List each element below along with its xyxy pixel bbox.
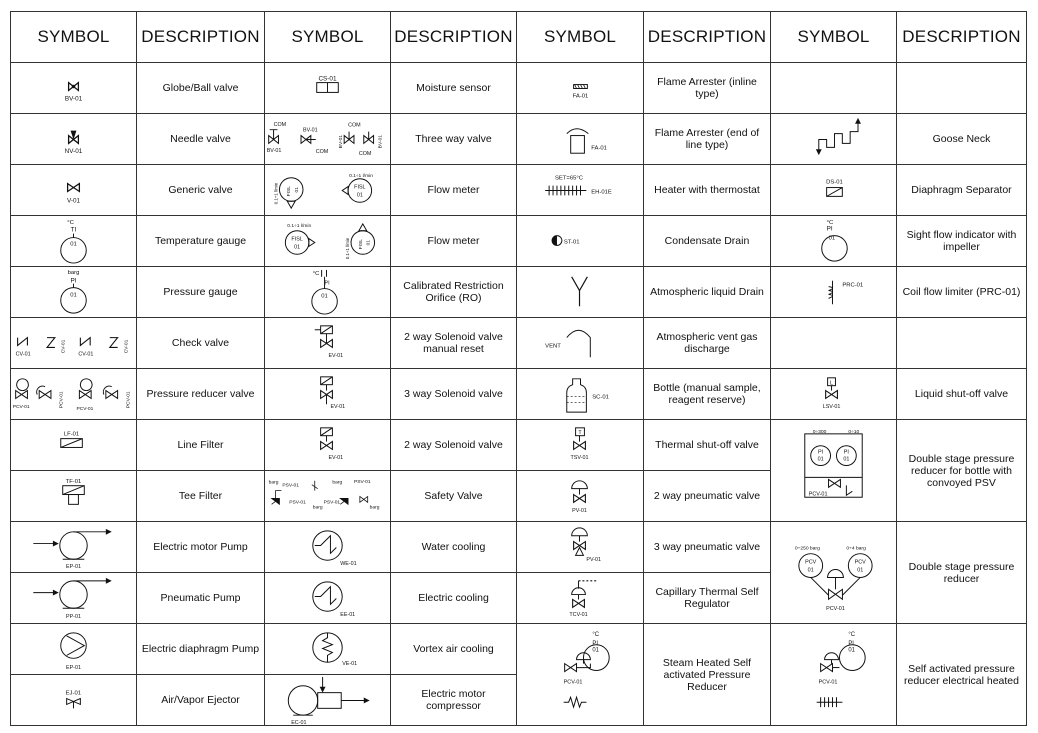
flame-arrester-inline-icon xyxy=(517,63,643,113)
diaphragm-separator-icon xyxy=(771,165,896,215)
svg-text:01: 01 xyxy=(356,192,363,199)
table-row xyxy=(11,114,1027,165)
water-cooling-icon xyxy=(265,522,390,572)
description-cell: 3 way pneumatic valve xyxy=(644,522,771,573)
description-cell: Thermal shut-off valve xyxy=(644,420,771,471)
bottle-icon xyxy=(517,369,643,419)
description-cell: Pressure reducer valve xyxy=(137,369,265,420)
svg-text:PSV-01: PSV-01 xyxy=(323,500,341,506)
symbol-cell xyxy=(517,63,644,114)
electric-motor-pump-icon xyxy=(11,522,136,572)
svg-text:01: 01 xyxy=(321,293,328,300)
svg-text:01: 01 xyxy=(857,567,864,574)
svg-text:EC-01: EC-01 xyxy=(291,720,307,725)
svg-text:0÷4 barg: 0÷4 barg xyxy=(846,546,866,552)
electric-heated-pressure-reducer-icon xyxy=(771,624,896,725)
svg-text:PCV-01: PCV-01 xyxy=(826,606,845,613)
svg-text:PI: PI xyxy=(848,640,854,647)
svg-text:EV-01: EV-01 xyxy=(330,404,346,411)
symbol-cell xyxy=(771,624,897,726)
svg-text:01: 01 xyxy=(294,244,301,251)
three-way-solenoid-valve-icon xyxy=(265,369,390,419)
description-cell: Electric motor Pump xyxy=(137,522,265,573)
symbol-cell xyxy=(771,165,897,216)
svg-text:PCV-01: PCV-01 xyxy=(59,391,65,409)
double-stage-reducer-psv-icon xyxy=(771,420,896,521)
description-cell: Pressure gauge xyxy=(137,267,265,318)
description-cell: 3 way Solenoid valve xyxy=(391,369,517,420)
header-description: DESCRIPTION xyxy=(137,12,265,63)
svg-text:LSV-01: LSV-01 xyxy=(822,404,841,411)
description-cell: Flow meter xyxy=(391,165,517,216)
flame-arrester-end-of-line-icon xyxy=(517,114,643,164)
safety-valve-icon xyxy=(265,471,390,521)
svg-text:EP-01: EP-01 xyxy=(66,665,81,672)
heater-thermostat-icon xyxy=(517,165,643,215)
symbol-legend-table xyxy=(10,11,1027,726)
pneumatic-pump-icon xyxy=(11,573,136,623)
description-cell: 2 way Solenoid valve xyxy=(391,420,517,471)
svg-text:PI: PI xyxy=(818,449,824,456)
line-filter-icon xyxy=(11,420,136,470)
pressure-gauge-icon xyxy=(11,267,136,317)
svg-text:01: 01 xyxy=(807,567,814,574)
table-row xyxy=(11,522,1027,573)
symbol-cell xyxy=(11,420,137,471)
svg-text:PV-01: PV-01 xyxy=(586,557,602,564)
symbol-cell xyxy=(11,114,137,165)
symbol-cell xyxy=(11,63,137,114)
table-row xyxy=(11,63,1027,114)
svg-text:COM: COM xyxy=(358,151,372,158)
description-cell: Electric diaphragm Pump xyxy=(137,624,265,675)
description-cell xyxy=(897,318,1027,369)
thermal-shut-off-valve-icon xyxy=(517,420,643,470)
svg-text:PCV: PCV xyxy=(854,559,866,566)
symbol-cell xyxy=(517,216,644,267)
svg-text:COM: COM xyxy=(348,122,361,129)
description-cell: Sight flow indicator with impeller xyxy=(897,216,1027,267)
description-cell: Tee Filter xyxy=(137,471,265,522)
svg-text:0÷10: 0÷10 xyxy=(848,429,860,435)
symbol-cell xyxy=(11,369,137,420)
table-row xyxy=(11,318,1027,369)
svg-text:COM: COM xyxy=(273,121,287,128)
svg-text:barg: barg xyxy=(312,505,323,511)
svg-text:barg: barg xyxy=(369,505,380,511)
restriction-orifice-icon xyxy=(265,267,390,317)
svg-text:°C: °C xyxy=(848,631,856,638)
symbol-cell xyxy=(771,63,897,114)
symbol-cell xyxy=(265,267,391,318)
svg-text:PI: PI xyxy=(324,280,330,287)
svg-text:0.1÷1 l/min: 0.1÷1 l/min xyxy=(273,182,279,205)
svg-text:NV-01: NV-01 xyxy=(64,148,83,156)
symbol-cell xyxy=(771,318,897,369)
symbol-cell xyxy=(771,420,897,522)
symbol-cell xyxy=(771,369,897,420)
double-stage-reducer-icon xyxy=(771,522,896,623)
generic-valve-icon xyxy=(11,165,136,215)
svg-text:PCV-01: PCV-01 xyxy=(12,405,30,411)
description-cell: Safety Valve xyxy=(391,471,517,522)
svg-text:CV-01: CV-01 xyxy=(124,339,130,354)
check-valve-icon xyxy=(11,318,136,368)
svg-text:TI: TI xyxy=(70,226,77,234)
symbol-cell xyxy=(517,369,644,420)
svg-text:L: L xyxy=(830,380,834,387)
description-cell: Goose Neck xyxy=(897,114,1027,165)
svg-text:SET=65°C: SET=65°C xyxy=(555,175,583,182)
symbol-cell xyxy=(11,522,137,573)
symbol-cell xyxy=(11,675,137,726)
symbol-cell xyxy=(265,420,391,471)
description-cell: Pneumatic Pump xyxy=(137,573,265,624)
two-way-pneumatic-valve-icon xyxy=(517,471,643,521)
flow-meter-icon xyxy=(265,216,390,266)
description-cell: Steam Heated Self activated Pressure Reducer xyxy=(644,624,771,726)
svg-text:BV-01: BV-01 xyxy=(378,134,384,149)
svg-text:PCV-01: PCV-01 xyxy=(808,491,828,498)
table-row xyxy=(11,216,1027,267)
description-cell: Capillary Thermal Self Regulator xyxy=(644,573,771,624)
header-description: DESCRIPTION xyxy=(897,12,1027,63)
svg-text:EE-01: EE-01 xyxy=(340,612,356,619)
vortex-air-cooling-icon xyxy=(265,624,390,674)
symbol-cell xyxy=(265,624,391,675)
description-cell: Bottle (manual sample, reagent reserve) xyxy=(644,369,771,420)
svg-text:°C: °C xyxy=(826,219,834,226)
svg-text:01: 01 xyxy=(848,647,855,654)
svg-text:barg: barg xyxy=(268,480,279,486)
symbol-cell xyxy=(517,624,644,726)
description-cell: 2 way pneumatic valve xyxy=(644,471,771,522)
symbol-cell xyxy=(11,216,137,267)
svg-text:BV-01: BV-01 xyxy=(64,95,83,103)
svg-text:SC-01: SC-01 xyxy=(592,394,609,401)
description-cell: Calibrated Restriction Orifice (RO) xyxy=(391,267,517,318)
three-way-pneumatic-valve-icon xyxy=(517,522,643,572)
svg-text:ST-01: ST-01 xyxy=(563,239,580,246)
svg-text:CS-01: CS-01 xyxy=(318,75,337,83)
description-cell: Coil flow limiter (PRC-01) xyxy=(897,267,1027,318)
description-cell xyxy=(897,63,1027,114)
svg-text:PCV-01: PCV-01 xyxy=(563,679,583,686)
svg-text:01: 01 xyxy=(70,292,77,299)
symbol-cell xyxy=(517,267,644,318)
symbol-cell xyxy=(265,675,391,726)
description-cell: Condensate Drain xyxy=(644,216,771,267)
symbol-cell xyxy=(265,522,391,573)
description-cell: Heater with thermostat xyxy=(644,165,771,216)
svg-text:01: 01 xyxy=(295,186,301,193)
atmospheric-vent-icon xyxy=(517,318,643,368)
symbol-cell xyxy=(517,420,644,471)
symbol-cell xyxy=(517,318,644,369)
electric-motor-compressor-icon xyxy=(265,675,390,725)
table-row xyxy=(11,165,1027,216)
table-row xyxy=(11,624,1027,675)
symbol-cell xyxy=(517,114,644,165)
symbol-cell xyxy=(265,63,391,114)
symbol-cell xyxy=(265,573,391,624)
svg-text:EP-01: EP-01 xyxy=(66,564,81,571)
svg-text:PI: PI xyxy=(843,449,849,456)
description-cell: Liquid shut-off valve xyxy=(897,369,1027,420)
atmospheric-liquid-drain-icon xyxy=(517,267,643,317)
svg-text:BV-01: BV-01 xyxy=(302,127,318,134)
svg-text:V-01: V-01 xyxy=(66,197,81,205)
symbol-cell xyxy=(11,624,137,675)
svg-text:CV-01: CV-01 xyxy=(78,351,94,358)
svg-text:01: 01 xyxy=(817,456,824,463)
symbol-cell xyxy=(771,522,897,624)
svg-text:barg: barg xyxy=(332,480,343,486)
description-cell: Flow meter xyxy=(391,216,517,267)
symbol-cell xyxy=(265,165,391,216)
goose-neck-icon xyxy=(771,114,896,164)
svg-text:WE-01: WE-01 xyxy=(340,561,357,568)
svg-text:PSV-01: PSV-01 xyxy=(282,483,299,489)
svg-text:0.1÷1 l/min: 0.1÷1 l/min xyxy=(287,223,312,229)
svg-text:TCV-01: TCV-01 xyxy=(569,612,588,619)
pressure-reducer-valve-icon xyxy=(11,369,136,419)
symbol-cell xyxy=(771,114,897,165)
symbol-cell xyxy=(11,267,137,318)
svg-text:01: 01 xyxy=(70,241,77,248)
symbol-cell xyxy=(265,114,391,165)
description-cell: Flame Arrester (inline type) xyxy=(644,63,771,114)
description-cell: Self activated pressure reducer electrical heated xyxy=(897,624,1027,726)
table-row xyxy=(11,267,1027,318)
description-cell: Three way valve xyxy=(391,114,517,165)
description-cell: Globe/Ball valve xyxy=(137,63,265,114)
header-row xyxy=(11,12,1027,63)
symbol-cell xyxy=(771,267,897,318)
table-row xyxy=(11,420,1027,471)
globe-ball-valve-icon xyxy=(11,63,136,113)
svg-text:0÷250 barg: 0÷250 barg xyxy=(794,546,820,552)
svg-text:FISL: FISL xyxy=(287,186,293,197)
svg-text:CV-01: CV-01 xyxy=(15,351,31,358)
symbol-cell xyxy=(265,471,391,522)
svg-text:PCV-01: PCV-01 xyxy=(76,407,94,413)
svg-text:01: 01 xyxy=(366,239,372,246)
electric-cooling-icon xyxy=(265,573,390,623)
svg-text:PSV-01: PSV-01 xyxy=(289,500,306,506)
description-cell: Vortex air cooling xyxy=(391,624,517,675)
svg-text:DS-01: DS-01 xyxy=(826,179,843,186)
svg-text:TF-01: TF-01 xyxy=(65,478,82,485)
svg-text:PCV-01: PCV-01 xyxy=(126,391,132,409)
moisture-sensor-icon xyxy=(265,63,390,113)
svg-text:EH-01E: EH-01E xyxy=(591,189,612,196)
temperature-gauge-icon xyxy=(11,216,136,266)
svg-text:PP-01: PP-01 xyxy=(66,614,81,621)
svg-text:EV-01: EV-01 xyxy=(328,455,344,462)
description-cell: Electric motor compressor xyxy=(391,675,517,726)
steam-heated-pressure-reducer-icon xyxy=(517,624,643,725)
description-cell: Electric cooling xyxy=(391,573,517,624)
svg-text:FISL: FISL xyxy=(354,184,366,191)
description-cell: Flame Arrester (end of line type) xyxy=(644,114,771,165)
two-way-solenoid-valve-icon xyxy=(265,420,390,470)
symbol-cell xyxy=(517,165,644,216)
header-description: DESCRIPTION xyxy=(391,12,517,63)
svg-text:PI: PI xyxy=(592,640,599,647)
svg-text:0.1÷1 l/min: 0.1÷1 l/min xyxy=(349,173,373,179)
svg-text:PI: PI xyxy=(826,225,833,233)
symbol-cell xyxy=(11,471,137,522)
solenoid-valve-manual-reset-icon xyxy=(265,318,390,368)
svg-text:BV-01: BV-01 xyxy=(339,134,345,149)
svg-text:EV-01: EV-01 xyxy=(328,353,344,360)
svg-text:VENT: VENT xyxy=(545,343,561,350)
svg-text:PCV-01: PCV-01 xyxy=(818,679,838,686)
svg-text:PI: PI xyxy=(70,277,77,285)
description-cell: Air/Vapor Ejector xyxy=(137,675,265,726)
description-cell: Line Filter xyxy=(137,420,265,471)
sight-flow-indicator-icon xyxy=(771,216,896,266)
svg-text:FA-01: FA-01 xyxy=(572,93,589,100)
coil-flow-limiter-icon xyxy=(771,267,896,317)
svg-text:BV-01: BV-01 xyxy=(266,148,282,155)
header-symbol: SYMBOL xyxy=(517,12,644,63)
svg-text:barg: barg xyxy=(67,269,80,276)
svg-text:°C: °C xyxy=(592,631,600,638)
svg-text:0.1÷1 l/min: 0.1÷1 l/min xyxy=(345,237,351,260)
svg-text:CV-01: CV-01 xyxy=(61,339,67,354)
symbol-cell xyxy=(11,318,137,369)
flow-meter-icon xyxy=(265,165,390,215)
header-symbol: SYMBOL xyxy=(11,12,137,63)
svg-text:FA-01: FA-01 xyxy=(591,145,607,152)
table-row xyxy=(11,369,1027,420)
svg-text:TSV-01: TSV-01 xyxy=(570,455,589,462)
svg-text:COM: COM xyxy=(315,149,329,156)
header-symbol: SYMBOL xyxy=(265,12,391,63)
liquid-shut-off-valve-icon xyxy=(771,369,896,419)
description-cell: Temperature gauge xyxy=(137,216,265,267)
svg-text:FISL: FISL xyxy=(358,239,364,250)
tee-filter-icon xyxy=(11,471,136,521)
svg-text:°C: °C xyxy=(312,270,320,277)
description-cell: Atmospheric liquid Drain xyxy=(644,267,771,318)
svg-text:PRC-01: PRC-01 xyxy=(842,282,864,289)
symbol-cell xyxy=(771,216,897,267)
svg-text:PV-01: PV-01 xyxy=(572,508,587,515)
svg-text:01: 01 xyxy=(828,235,836,242)
svg-text:°C: °C xyxy=(67,219,74,226)
svg-text:VE-01: VE-01 xyxy=(342,661,358,668)
svg-text:T: T xyxy=(578,430,582,437)
symbol-cell xyxy=(265,369,391,420)
header-symbol: SYMBOL xyxy=(771,12,897,63)
description-cell: Generic valve xyxy=(137,165,265,216)
svg-text:PSV-01: PSV-01 xyxy=(353,479,371,485)
symbol-cell xyxy=(265,318,391,369)
description-cell: Water cooling xyxy=(391,522,517,573)
symbol-cell xyxy=(11,573,137,624)
svg-text:LF-01: LF-01 xyxy=(63,431,80,438)
header-description: DESCRIPTION xyxy=(644,12,771,63)
electric-diaphragm-pump-icon xyxy=(11,624,136,674)
svg-text:01: 01 xyxy=(843,456,850,463)
description-cell: 2 way Solenoid valve manual reset xyxy=(391,318,517,369)
needle-valve-icon xyxy=(11,114,136,164)
symbol-cell xyxy=(265,216,391,267)
description-cell: Diaphragm Separator xyxy=(897,165,1027,216)
description-cell: Moisture sensor xyxy=(391,63,517,114)
ejector-icon xyxy=(11,675,136,725)
svg-text:0÷300: 0÷300 xyxy=(812,429,827,435)
description-cell: Double stage pressure reducer for bottle with convoyed PSV xyxy=(897,420,1027,522)
symbol-cell xyxy=(517,522,644,573)
condensate-drain-icon xyxy=(517,216,643,266)
description-cell: Atmospheric vent gas discharge xyxy=(644,318,771,369)
description-cell: Check valve xyxy=(137,318,265,369)
svg-text:EJ-01: EJ-01 xyxy=(65,690,82,697)
symbol-cell xyxy=(517,471,644,522)
svg-text:PCV: PCV xyxy=(805,559,817,566)
svg-text:01: 01 xyxy=(592,647,599,654)
description-cell: Needle valve xyxy=(137,114,265,165)
capillary-thermal-regulator-icon xyxy=(517,573,643,623)
svg-text:FISL: FISL xyxy=(291,236,303,243)
three-way-valve-icon xyxy=(265,114,390,164)
description-cell: Double stage pressure reducer xyxy=(897,522,1027,624)
symbol-cell xyxy=(517,573,644,624)
symbol-cell xyxy=(11,165,137,216)
